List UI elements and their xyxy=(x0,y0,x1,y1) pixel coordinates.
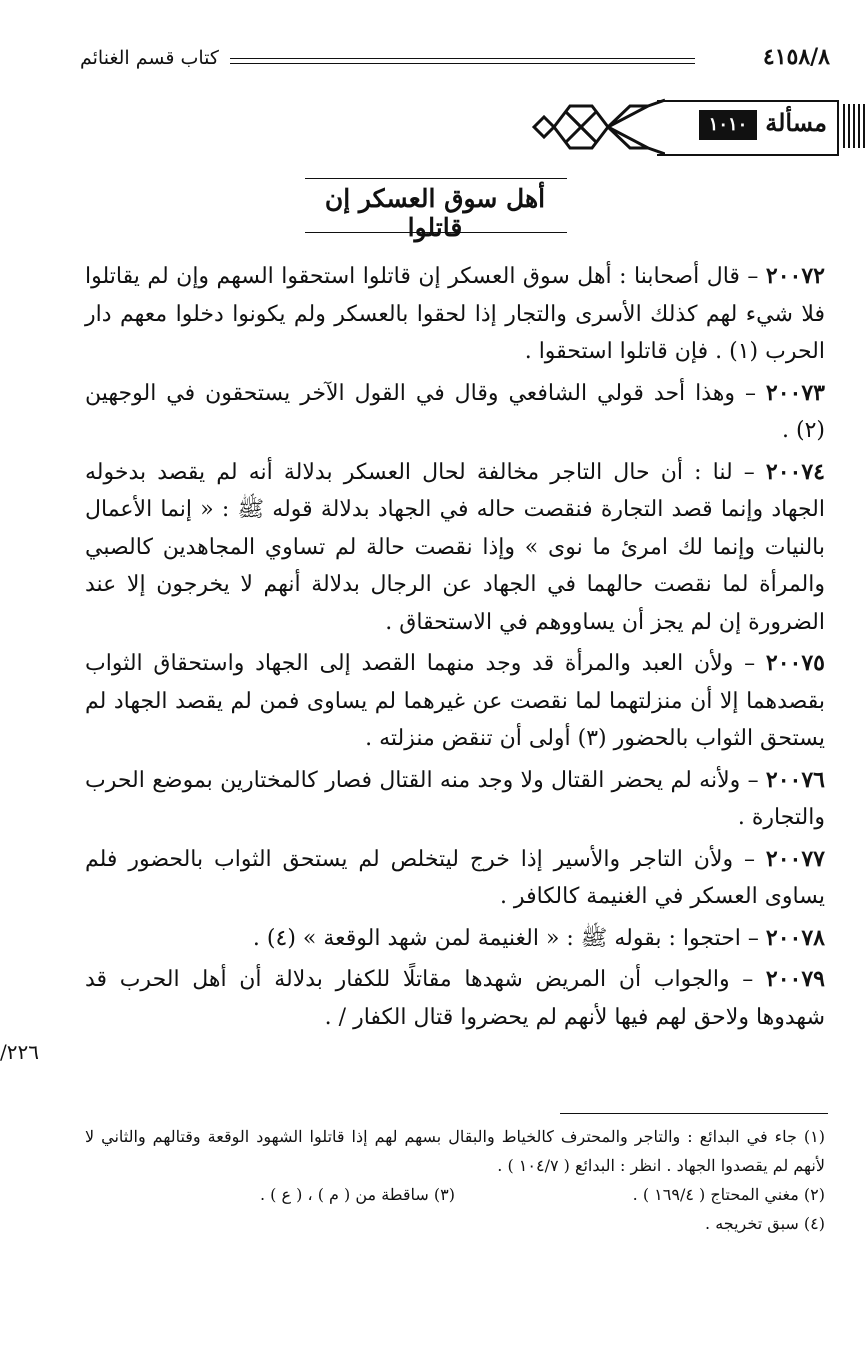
paragraph-20076 xyxy=(85,762,825,837)
paragraph-20079 xyxy=(85,961,825,1036)
paragraph-20072 xyxy=(85,258,825,371)
paragraph-text: – ولأنه لم يحضر القتال ولا وجد منه القتال فصار كالمختارين بموضع الحرب والتجارة . xyxy=(85,767,825,830)
footnotes xyxy=(85,1122,825,1238)
footnote-rule xyxy=(560,1113,828,1114)
book-title: كتاب قسم الغنائم xyxy=(80,47,219,69)
paragraph-20073 xyxy=(85,375,825,450)
paragraph-number: ٢٠٠٧٨ xyxy=(765,924,825,951)
paragraph-20074 xyxy=(85,454,825,642)
masala-banner xyxy=(530,98,867,156)
header-rule xyxy=(230,58,695,64)
paragraph-text: – احتجوا : بقوله ﷺ : « الغنيمة لمن شهد الوقعة » (٤) . xyxy=(252,925,766,951)
paragraph-20075 xyxy=(85,645,825,758)
masala-label: مسألة xyxy=(765,108,827,137)
footnote-row xyxy=(85,1180,825,1209)
paragraph-text: – قال أصحابنا : أهل سوق العسكر إن قاتلوا استحقوا السهم وإن لم يقاتلوا فلا شيء لهم كذلك الأسرى والتجار إذا لحقوا بالعسكر ولم يكونوا دخلوا معهم دار الحرب (١) . فإن قاتلوا استحقوا . xyxy=(85,264,825,364)
paragraph-20078 xyxy=(85,920,825,958)
body-text xyxy=(85,258,825,1040)
paragraph-number: ٢٠٠٧٦ xyxy=(765,766,825,793)
section-title: أهل سوق العسكر إن قاتلوا xyxy=(324,184,546,242)
page-number: ٤١٥٨/٨ xyxy=(762,44,830,70)
margin-folio-note: /٢٢٦ xyxy=(0,1040,39,1064)
footnote-1: (١) جاء في البدائع : والتاجر والمحترف كالخياط والبقال بسهم لهم إذا قاتلوا الشهود الوقعة وقتالهم والثاني لا لأنهم لم يقصدوا الجهاد . انظر : البدائع ( ١٠٤/٧ ) . xyxy=(85,1127,825,1175)
paragraph-number: ٢٠٠٧٢ xyxy=(765,263,825,289)
paragraph-number: ٢٠٠٧٥ xyxy=(765,650,825,676)
paragraph-number: ٢٠٠٧٣ xyxy=(765,379,825,406)
footnote-2: (٢) مغني المحتاج ( ١٦٩/٤ ) . xyxy=(632,1185,825,1204)
paragraph-text: – وهذا أحد قولي الشافعي وقال في القول الآخر يستحقون في الوجهين (٢) . xyxy=(85,380,825,443)
paragraph-text: – ولأن التاجر والأسير إذا خرج ليتخلص لم يستحق الثواب بالحضور فلم يساوى العسكر في الغنيمة كالكافر . xyxy=(85,846,825,909)
paragraph-text: – والجواب أن المريض شهدها مقاتلًا للكفار بدلالة أن أهل الحرب قد شهدوها ولاحق لهم فيها لأنهم لم يحضروا قتال الكفار / . xyxy=(85,967,825,1030)
paragraph-number: ٢٠٠٧٩ xyxy=(765,966,825,992)
title-rule-bottom xyxy=(305,232,567,233)
paragraph-number: ٢٠٠٧٤ xyxy=(765,458,825,485)
title-rule-top xyxy=(305,178,567,179)
masala-number: ١٠١٠ xyxy=(699,110,757,140)
running-header xyxy=(80,44,830,84)
footnote-4: (٤) سبق تخريجه . xyxy=(705,1214,825,1233)
banner-bars-ornament xyxy=(843,104,867,148)
paragraph-text: – لنا : أن حال التاجر مخالفة لحال العسكر بدلالة أنه لم يقصد بدخوله الجهاد وإنما قصد التجارة فنقصت حاله في الجهاد بدلالة قوله ﷺ : « إنما الأعمال بالنيات وإنما لك امرئ ما نوى » وإذا نقصت حالة لم تساوي المجاهدين كالصبي والمرأة لما نقصت حالهما في الجهاد عن الرجال بدلالة أنهم لا يخرجون إلا عند الضرورة إن لم يجز أن يساووهم في الاستحقاق . xyxy=(85,459,825,635)
paragraph-number: ٢٠٠٧٧ xyxy=(765,845,825,872)
footnote-3: (٣) ساقطة من ( م ) ، ( ع ) . xyxy=(260,1185,455,1204)
star-ornament-icon xyxy=(530,98,665,156)
paragraph-text: – ولأن العبد والمرأة قد وجد منهما القصد إلى الجهاد واستحقاق الثواب بقصدهما إلا أن منزلتهما لما نقصت عن غيرهما لم يساوى فمن لم يقصد الجهاد لم يستحق الثواب بالحضور (٣) أولى أن تنقض منزلته . xyxy=(85,651,825,751)
paragraph-20077 xyxy=(85,841,825,916)
